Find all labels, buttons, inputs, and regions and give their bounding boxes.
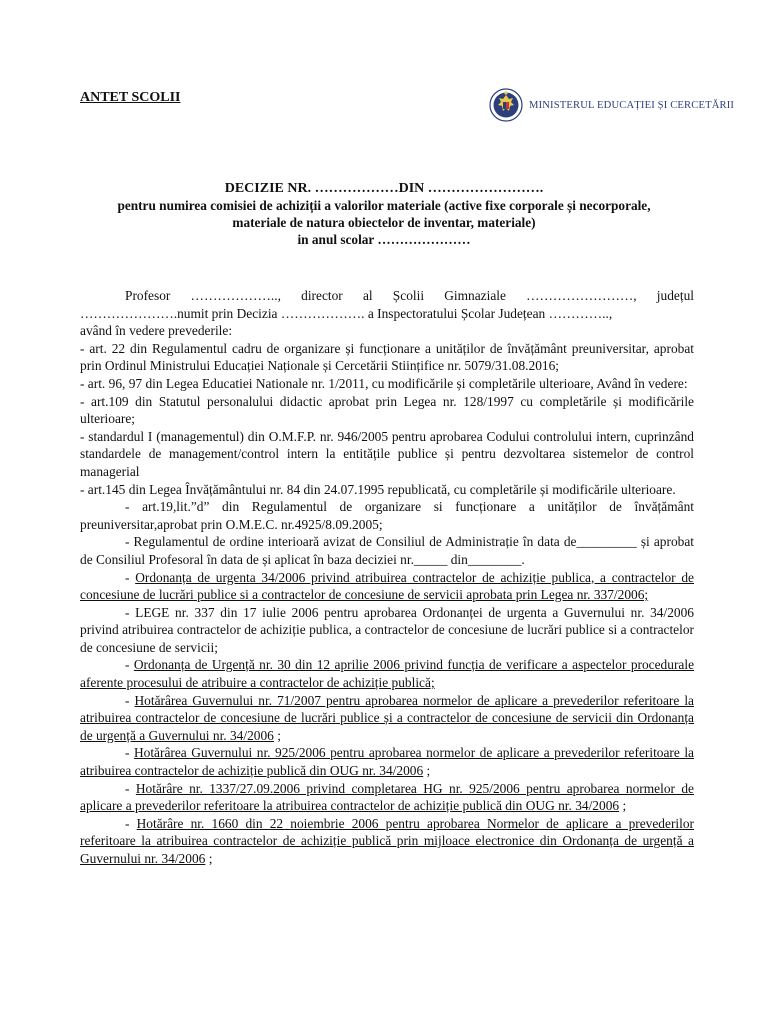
paragraph-text: - Regulamentul de ordine interioară avizat de Consiliul de Administrație în data de_________ și aprobat de Consiliul Profesoral în data de și aplicat în baza deciziei nr._____ din________.: [80, 534, 694, 567]
legal-reference-text: Hotărârea Guvernului nr. 71/2007 pentru aprobarea normelor de aplicare a prevederilor referitoare la atribuirea contractelor de concesiune de lucrări publice și a contractelor de concesiune de servicii din Ordonanța de urgență a Guvernului nr. 34/2006: [80, 692, 694, 743]
paragraph-suffix: ;: [273, 727, 281, 743]
decision-title: [70, 180, 698, 248]
legal-reference-text: Ordonanța de urgenta 34/2006 privind atribuirea contractelor de achiziție publica, a contractelor de concesiune de lucrări publice si a contractelor de concesiune de servicii aprobata prin Legea nr. 337/2006;: [80, 569, 694, 603]
decision-subject-line-1: pentru numirea comisiei de achiziții a valorilor materiale (active fixe corporale și necorporale,: [117, 198, 651, 213]
body-paragraph: [80, 498, 694, 533]
paragraph-text: având în vedere prevederile:: [80, 323, 233, 339]
body-paragraph: [80, 656, 694, 691]
ministry-name: MINISTERUL EDUCAȚIEI ȘI CERCETĂRII: [529, 99, 735, 111]
body-paragraph: [80, 428, 694, 481]
document-header: [0, 0, 768, 140]
paragraph-suffix: ;: [205, 851, 213, 866]
body-paragraph: [80, 692, 694, 745]
paragraph-text: - art.145 din Legea Învățământului nr. 84 din 24.07.1995 republicată, cu completările și modificările ulterioare.: [80, 481, 676, 497]
paragraph-suffix: ;: [423, 763, 431, 779]
body-paragraph: [80, 375, 694, 393]
body-paragraph: [80, 744, 694, 779]
list-dash: -: [125, 815, 137, 831]
paragraph-text: - art. 22 din Regulamentul cadru de organizare și funcționare a unităților de învățământ preuniversitar, aprobat prin Ordinul Ministrului Educației Naționale și Cercetării Stiințifice nr. 5079/31.08.2016;: [80, 340, 694, 374]
body-paragraph: [80, 287, 694, 322]
body-paragraph: [80, 604, 694, 657]
ministry-branding: [489, 86, 734, 124]
legal-reference-text: Hotărâre nr. 1337/27.09.2006 privind completarea HG nr. 925/2006 pentru aprobarea normelor de aplicare a prevederilor referitoare la atribuirea contractelor de achiziție publică din OUG nr. 34/2006: [80, 780, 695, 814]
body-paragraph: [80, 780, 694, 815]
legal-reference-text: Hotărâre nr. 1660 din 22 noiembrie 2006 pentru aprobarea Normelor de aplicare a prevederilor referitoare la atribuirea contractelor de achiziție publică prin mijloace electronice din Ordonanța de urgență a Guvernului nr. 34/2006: [80, 815, 694, 866]
ministry-crest-icon: [489, 86, 523, 124]
list-dash: -: [125, 692, 135, 708]
decision-number-line: DECIZIE NR. ………………DIN …………………….: [224, 181, 544, 196]
list-dash: -: [125, 780, 136, 796]
paragraph-text: - LEGE nr. 337 din 17 iulie 2006 pentru aprobarea Ordonanței de urgenta a Guvernului nr. 34/2006 privind atribuirea contractelor de achiziție publica, a contractelor de concesiune de lucrări publice si a contractelor de concesiune de servicii;: [80, 604, 694, 655]
paragraph-text: - art.19,lit.”d” din Regulamentul de organizare si funcționare a unităților de învățământ preuniversitar,aprobat prin O.M.E.C. nr.4925/8.09.2005;: [80, 499, 694, 532]
school-year-line: in anul scolar …………………: [297, 232, 471, 247]
paragraph-suffix: ;: [619, 798, 627, 814]
paragraph-text: Profesor ……………….., director al Școlii Gimnaziale ……………………, județul ………………….numit prin Decizia ………………. a Inspectoratului Școlar Județean …………..,: [80, 288, 694, 321]
legal-reference-text: Ordonanța de Urgență nr. 30 din 12 aprilie 2006 privind funcția de verificare a aspectelor procedurale aferente procesului de atribuire a contractelor de achiziție publică;: [80, 657, 695, 691]
list-dash: -: [125, 745, 134, 761]
decision-subject-line-2: materiale de natura obiectelor de inventar, materiale): [232, 215, 536, 230]
paragraph-text: - art. 96, 97 din Legea Educatiei Nationale nr. 1/2011, cu modificările și completările ulterioare, Având în vedere:: [80, 375, 688, 391]
body-paragraph: [80, 322, 694, 340]
list-dash: -: [125, 569, 136, 585]
body-paragraph: [80, 393, 694, 428]
list-dash: -: [125, 657, 134, 673]
body-paragraph: [80, 481, 694, 499]
legal-reference-text: Hotărârea Guvernului nr. 925/2006 pentru aprobarea normelor de aplicare a prevederilor referitoare la atribuirea contractelor de achiziție publică din OUG nr. 34/2006: [80, 745, 694, 779]
paragraph-text: - standardul I (managementul) din O.M.F.P. nr. 946/2005 pentru aprobarea Codului controlului intern, cuprinzând standardele de management/control intern la entitățile publice și pentru dezvoltarea sistemelor de control managerial: [80, 428, 694, 479]
body-paragraph: [80, 340, 694, 375]
body-paragraph: [80, 533, 694, 568]
body-paragraph: [80, 815, 694, 868]
decision-body: [80, 287, 694, 868]
paragraph-text: - art.109 din Statutul personalului didactic aprobat prin Legea nr. 128/1997 cu completările și modificările ulterioare;: [80, 393, 694, 427]
school-letterhead: ANTET SCOLII: [80, 90, 181, 105]
body-paragraph: [80, 569, 694, 604]
